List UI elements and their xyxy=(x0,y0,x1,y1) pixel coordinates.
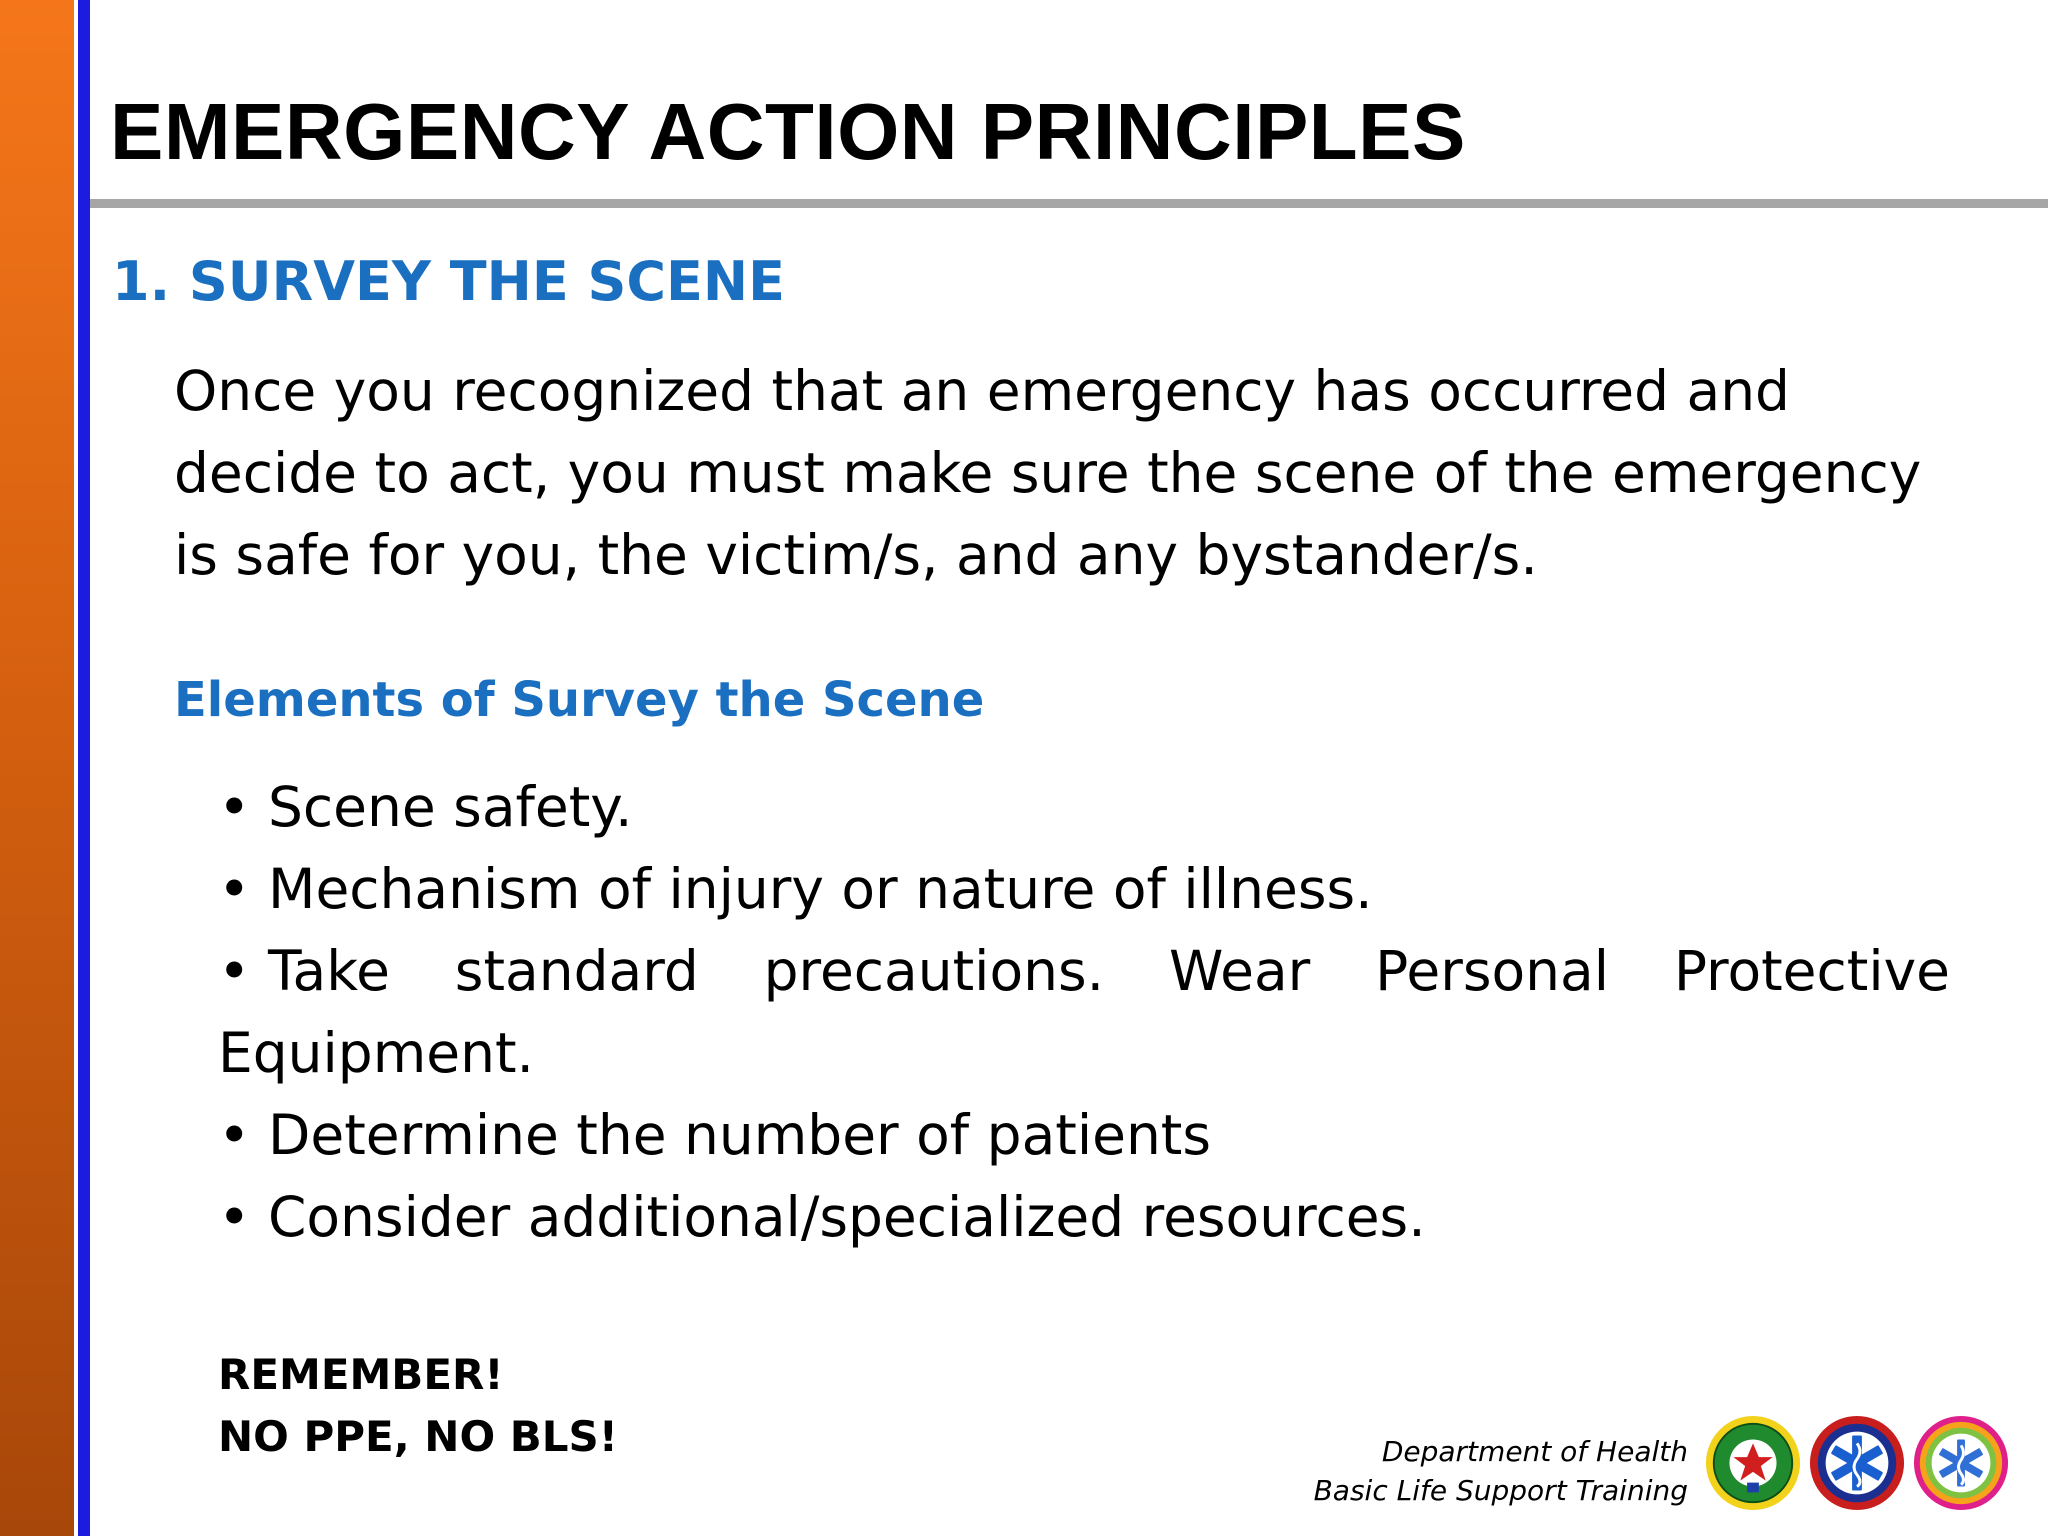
bullet-icon: • xyxy=(218,775,251,839)
footer-program: Basic Life Support Training xyxy=(1313,1474,1688,1507)
list-item: • Scene safety. xyxy=(218,766,1950,848)
slide-title: EMERGENCY ACTION PRINCIPLES xyxy=(110,87,1466,176)
footer-org: Department of Health xyxy=(1381,1435,1688,1468)
ems-star-of-life-logo xyxy=(1808,1414,1906,1512)
elements-subheading: Elements of Survey the Scene xyxy=(174,672,985,728)
bullet-icon: • xyxy=(218,857,251,921)
left-orange-bar xyxy=(0,0,74,1536)
doh-seal-logo xyxy=(1704,1414,1802,1512)
bullet-icon: • xyxy=(218,939,251,1003)
footer-credit xyxy=(1314,1432,1688,1510)
section-heading: 1. SURVEY THE SCENE xyxy=(112,250,785,313)
list-item: • Consider additional/specialized resources. xyxy=(218,1176,1950,1258)
elements-list xyxy=(218,766,1950,1258)
ems-star-of-life-colored-logo xyxy=(1912,1414,2010,1512)
remember-line: NO PPE, NO BLS! xyxy=(218,1412,618,1461)
list-item: • Mechanism of injury or nature of illness. xyxy=(218,848,1950,930)
intro-paragraph: Once you recognized that an emergency has occurred and decide to act, you must make sure the scene of the emergency is safe for you, the victim/s, and any bystander/s. xyxy=(174,359,1922,587)
remember-note xyxy=(218,1344,618,1468)
title-divider xyxy=(90,199,2048,208)
remember-line: REMEMBER! xyxy=(218,1350,504,1399)
list-item: • Take standard precautions. Wear Personal Protective Equipment. xyxy=(218,930,1950,1094)
bullet-icon: • xyxy=(218,1103,251,1167)
left-blue-bar xyxy=(78,0,90,1536)
bullet-icon: • xyxy=(218,1185,251,1249)
list-item: • Determine the number of patients xyxy=(218,1094,1950,1176)
